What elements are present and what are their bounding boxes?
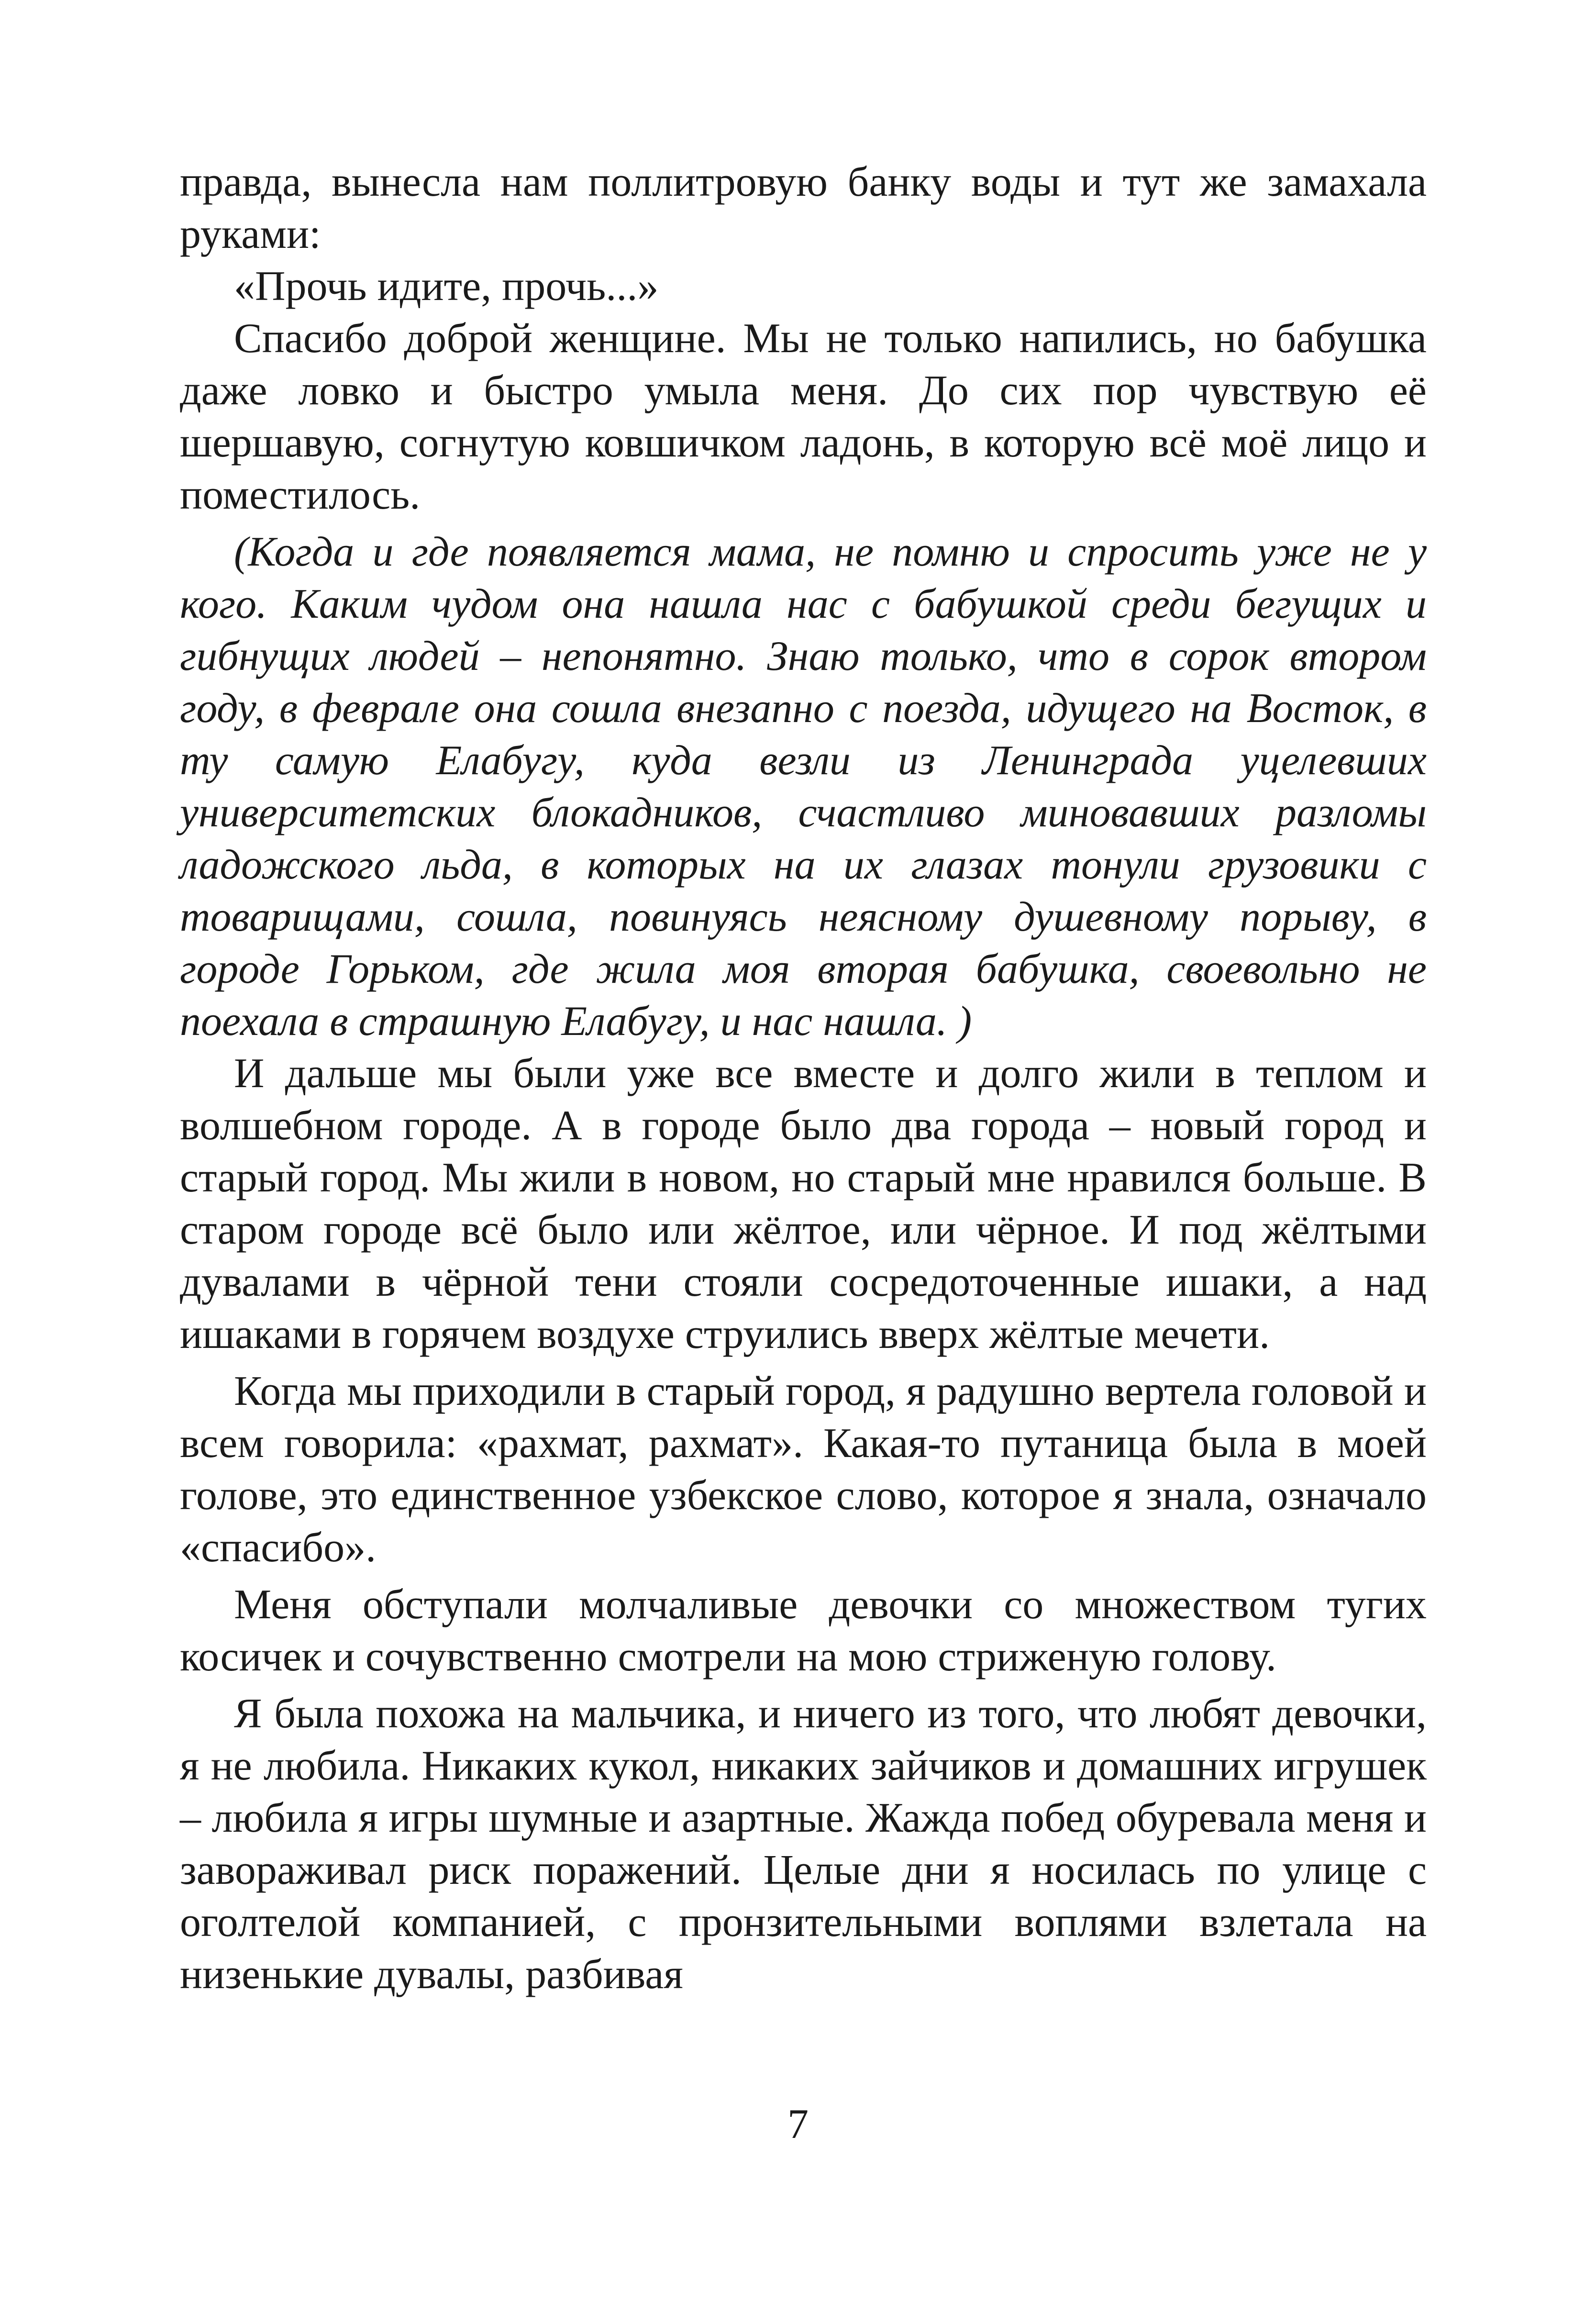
paragraph-thanks: Спасибо доброй женщине. Мы не только напились, но бабушка даже ловко и быстро умыла меня. До сих пор чувствую её шершавую, согнутую ковшичком ладонь, в которую всё моё лицо и поместилось. xyxy=(180,315,1427,518)
paragraph-boyish: Я была похожа на мальчика, и ничего из того, что любят девочки, я не любила. Никаких кукол, никаких зайчиков и домашних игрушек – любила я игры шумные и азартные. Жажда побед обуревала меня и завораживал риск поражений. Целые дни я носилась по улице с оголтелой компанией, с пронзительными воплями взлетала на низенькие дувалы, разбивая xyxy=(180,1691,1427,1998)
paragraph-old-city: Когда мы приходили в старый город, я радушно вертела головой и всем говорила: «рахмат, рахмат». Какая-то путаница была в моей голове, это единственное узбекское слово, которое я знала, означало «спасибо». xyxy=(180,1368,1427,1571)
paragraph-continuation: правда, вынесла нам поллитровую банку воды и тут же замахала руками: xyxy=(180,159,1427,257)
page-number: 7 xyxy=(787,2101,809,2147)
paragraph-italic-aside: (Когда и где появляется мама, не помню и спросить уже не у кого. Каким чудом она нашла нас с бабушкой среди бегущих и гибнущих людей – непонятно. Знаю только, что в сорок втором году, в феврале она сошла внезапно с поезда, идущего на Восток, в ту самую Елабугу, куда везли из Ленинграда уцелевших университетских блокадников, счастливо миновавших разломы ладожского льда, в которых на их глазах тонули грузовики с товарищами, сошла, повинуясь неясному душевному порыву, в городе Горьком, где жила моя вторая бабушка, своевольно не поехала в страшную Елабугу, и нас нашла. ) xyxy=(180,529,1427,1045)
paragraph-girls: Меня обступали молчаливые девочки со множеством тугих косичек и сочувственно смотрели на мою стриженую голову. xyxy=(180,1581,1427,1680)
paragraph-quote: «Прочь идите, прочь...» xyxy=(234,263,659,310)
paragraph-city: И дальше мы были уже все вместе и долго жили в теплом и волшебном городе. А в городе было два города – новый город и старый город. Мы жили в новом, но старый мне нравился больше. В старом городе всё было или жёлтое, или чёрное. И под жёлтыми дувалами в чёрной тени стояли сосредоточенные ишаки, а над ишаками в горячем воздухе струились вверх жёлтые мечети. xyxy=(180,1050,1427,1357)
body-text xyxy=(180,156,1427,2001)
